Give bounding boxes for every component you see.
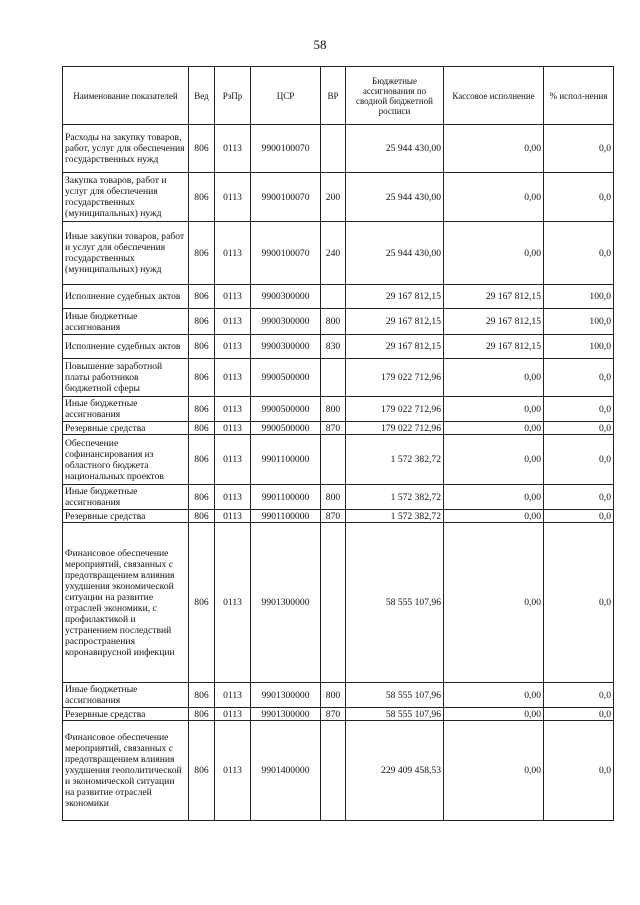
table-row [63, 435, 614, 485]
row-assignment: 29 167 812,15 [346, 309, 444, 335]
header-execution-percent: % испол-нения [544, 67, 614, 125]
row-csr: 9900100070 [251, 125, 321, 173]
row-assignment: 25 944 430,00 [346, 125, 444, 173]
row-percent: 0,0 [544, 422, 614, 435]
table-row [63, 683, 614, 708]
row-rzpr: 0113 [215, 285, 251, 309]
row-assignment: 229 409 458,53 [346, 721, 444, 821]
row-assignment: 58 555 107,96 [346, 683, 444, 708]
row-cash: 0,00 [444, 683, 544, 708]
row-vr: 240 [321, 222, 346, 285]
row-cash: 0,00 [444, 708, 544, 721]
row-percent: 0,0 [544, 708, 614, 721]
row-vr [321, 359, 346, 397]
header-name: Наименование показателей [63, 67, 189, 125]
table-row [63, 708, 614, 721]
row-csr: 9901100000 [251, 510, 321, 523]
row-name: Исполнение судебных актов [63, 335, 189, 359]
row-vr: 870 [321, 422, 346, 435]
row-ved: 806 [189, 510, 215, 523]
table-row [63, 125, 614, 173]
row-assignment: 58 555 107,96 [346, 523, 444, 683]
row-percent: 100,0 [544, 309, 614, 335]
row-ved: 806 [189, 125, 215, 173]
row-vr: 870 [321, 708, 346, 721]
row-vr: 200 [321, 173, 346, 222]
row-rzpr: 0113 [215, 222, 251, 285]
row-rzpr: 0113 [215, 683, 251, 708]
row-percent: 0,0 [544, 125, 614, 173]
row-percent: 0,0 [544, 523, 614, 683]
row-cash: 0,00 [444, 397, 544, 422]
row-vr: 800 [321, 683, 346, 708]
table-row [63, 222, 614, 285]
row-ved: 806 [189, 285, 215, 309]
row-percent: 0,0 [544, 359, 614, 397]
row-vr: 830 [321, 335, 346, 359]
row-rzpr: 0113 [215, 335, 251, 359]
row-name: Финансовое обеспечение мероприятий, связанных с предотвращением влияния ухудшения экономической ситуации на развитие отраслей экономики, с профилактикой и устранением последствий распространения коронавирусной инфекции [63, 523, 189, 683]
row-csr: 9901300000 [251, 523, 321, 683]
row-assignment: 58 555 107,96 [346, 708, 444, 721]
header-csr: ЦСР [251, 67, 321, 125]
row-ved: 806 [189, 708, 215, 721]
row-cash: 0,00 [444, 721, 544, 821]
row-csr: 9901100000 [251, 435, 321, 485]
page-number: 58 [313, 37, 327, 52]
budget-execution-table [62, 66, 614, 821]
row-rzpr: 0113 [215, 359, 251, 397]
row-percent: 0,0 [544, 485, 614, 510]
row-name: Резервные средства [63, 708, 189, 721]
row-ved: 806 [189, 309, 215, 335]
header-vr: ВР [321, 67, 346, 125]
row-vr [321, 435, 346, 485]
row-percent: 0,0 [544, 510, 614, 523]
row-assignment: 25 944 430,00 [346, 222, 444, 285]
row-percent: 100,0 [544, 335, 614, 359]
row-cash: 0,00 [444, 222, 544, 285]
row-assignment: 1 572 382,72 [346, 510, 444, 523]
row-rzpr: 0113 [215, 708, 251, 721]
row-ved: 806 [189, 721, 215, 821]
row-name: Исполнение судебных актов [63, 285, 189, 309]
table-row [63, 485, 614, 510]
row-ved: 806 [189, 397, 215, 422]
row-ved: 806 [189, 485, 215, 510]
header-budget-assignment: Бюджетные ассигнования по сводной бюджетной росписи [346, 67, 444, 125]
row-rzpr: 0113 [215, 125, 251, 173]
table-row [63, 309, 614, 335]
row-name: Резервные средства [63, 422, 189, 435]
row-rzpr: 0113 [215, 510, 251, 523]
row-vr [321, 125, 346, 173]
row-csr: 9901400000 [251, 721, 321, 821]
row-cash: 0,00 [444, 422, 544, 435]
row-csr: 9900500000 [251, 359, 321, 397]
header-rzpr: РзПр [215, 67, 251, 125]
row-cash: 29 167 812,15 [444, 309, 544, 335]
row-name: Иные бюджетные ассигнования [63, 683, 189, 708]
row-csr: 9900300000 [251, 309, 321, 335]
row-assignment: 179 022 712,96 [346, 359, 444, 397]
row-csr: 9900500000 [251, 422, 321, 435]
row-name: Резервные средства [63, 510, 189, 523]
row-ved: 806 [189, 335, 215, 359]
row-name: Обеспечение софинансирования из областного бюджета национальных проектов [63, 435, 189, 485]
row-percent: 0,0 [544, 435, 614, 485]
row-vr: 870 [321, 510, 346, 523]
row-cash: 29 167 812,15 [444, 335, 544, 359]
row-percent: 100,0 [544, 285, 614, 309]
row-vr: 800 [321, 397, 346, 422]
row-rzpr: 0113 [215, 397, 251, 422]
row-csr: 9901100000 [251, 485, 321, 510]
row-assignment: 1 572 382,72 [346, 485, 444, 510]
row-name: Иные закупки товаров, работ и услуг для обеспечения государственных (муниципальных) нужд [63, 222, 189, 285]
row-ved: 806 [189, 435, 215, 485]
row-cash: 29 167 812,15 [444, 285, 544, 309]
row-name: Расходы на закупку товаров, работ, услуг для обеспечения государственных нужд [63, 125, 189, 173]
row-percent: 0,0 [544, 173, 614, 222]
row-name: Иные бюджетные ассигнования [63, 309, 189, 335]
row-percent: 0,0 [544, 222, 614, 285]
row-csr: 9900500000 [251, 397, 321, 422]
row-ved: 806 [189, 523, 215, 683]
row-ved: 806 [189, 173, 215, 222]
header-ved: Вед [189, 67, 215, 125]
row-assignment: 29 167 812,15 [346, 335, 444, 359]
row-vr [321, 721, 346, 821]
row-rzpr: 0113 [215, 485, 251, 510]
row-ved: 806 [189, 683, 215, 708]
row-assignment: 25 944 430,00 [346, 173, 444, 222]
row-cash: 0,00 [444, 523, 544, 683]
table-row [63, 173, 614, 222]
row-cash: 0,00 [444, 435, 544, 485]
row-assignment: 179 022 712,96 [346, 397, 444, 422]
row-percent: 0,0 [544, 397, 614, 422]
row-cash: 0,00 [444, 485, 544, 510]
row-percent: 0,0 [544, 683, 614, 708]
row-vr: 800 [321, 485, 346, 510]
row-ved: 806 [189, 222, 215, 285]
row-csr: 9900300000 [251, 285, 321, 309]
row-name: Закупка товаров, работ и услуг для обеспечения государственных (муниципальных) нужд [63, 173, 189, 222]
table-row [63, 397, 614, 422]
row-vr [321, 523, 346, 683]
row-csr: 9901300000 [251, 708, 321, 721]
row-rzpr: 0113 [215, 523, 251, 683]
row-name: Иные бюджетные ассигнования [63, 397, 189, 422]
table-row [63, 510, 614, 523]
table-row [63, 523, 614, 683]
row-name: Повышение заработной платы работников бюджетной сферы [63, 359, 189, 397]
row-assignment: 1 572 382,72 [346, 435, 444, 485]
row-cash: 0,00 [444, 359, 544, 397]
row-vr [321, 285, 346, 309]
row-name: Иные бюджетные ассигнования [63, 485, 189, 510]
table-row [63, 359, 614, 397]
row-ved: 806 [189, 422, 215, 435]
row-rzpr: 0113 [215, 435, 251, 485]
row-percent: 0,0 [544, 721, 614, 821]
table-row [63, 285, 614, 309]
row-rzpr: 0113 [215, 721, 251, 821]
row-name: Финансовое обеспечение мероприятий, связанных с предотвращением влияния ухудшения геополитической и экономической ситуации на развитие отраслей экономики [63, 721, 189, 821]
row-csr: 9900100070 [251, 222, 321, 285]
row-cash: 0,00 [444, 173, 544, 222]
table-row [63, 422, 614, 435]
row-vr: 800 [321, 309, 346, 335]
row-csr: 9901300000 [251, 683, 321, 708]
row-rzpr: 0113 [215, 309, 251, 335]
table-row [63, 721, 614, 821]
row-rzpr: 0113 [215, 422, 251, 435]
row-assignment: 179 022 712,96 [346, 422, 444, 435]
header-cash-execution: Кассовое исполнение [444, 67, 544, 125]
row-assignment: 29 167 812,15 [346, 285, 444, 309]
table-header-row [63, 67, 614, 125]
table-row [63, 335, 614, 359]
row-csr: 9900100070 [251, 173, 321, 222]
row-ved: 806 [189, 359, 215, 397]
row-cash: 0,00 [444, 125, 544, 173]
row-csr: 9900300000 [251, 335, 321, 359]
row-cash: 0,00 [444, 510, 544, 523]
row-rzpr: 0113 [215, 173, 251, 222]
